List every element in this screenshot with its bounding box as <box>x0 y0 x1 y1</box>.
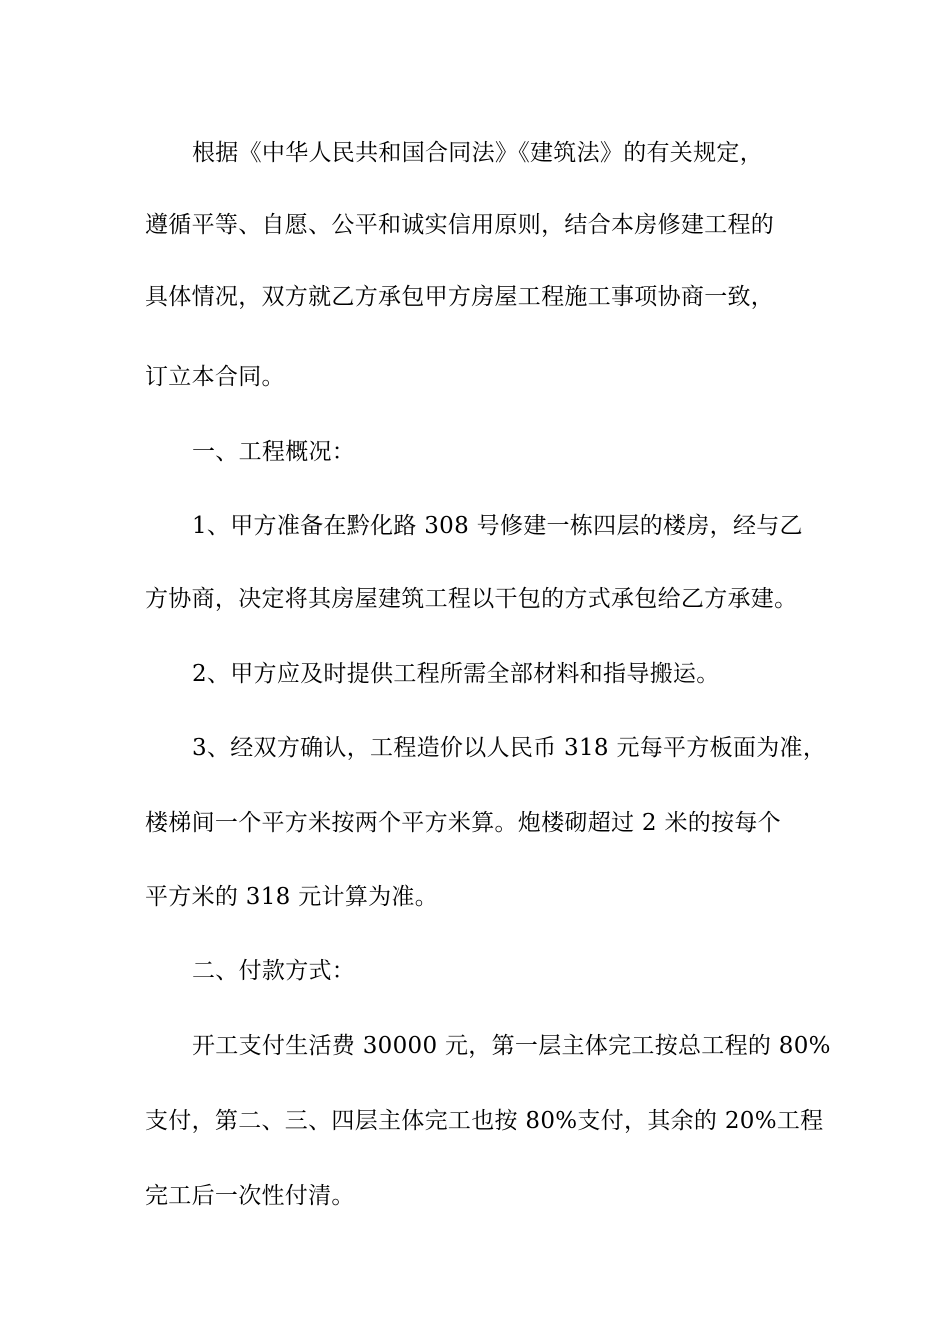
text-line: 楼梯间一个平方米按两个平方米算。炮楼砌超过 2 米的按每个 <box>145 810 781 836</box>
text-line: 开工支付生活费 30000 元，第一层主体完工按总工程的 80% <box>192 1033 831 1059</box>
section-heading: 二、付款方式： <box>192 958 356 984</box>
text-line: 订立本合同。 <box>145 364 285 390</box>
text-line: 遵循平等、自愿、公平和诚实信用原则，结合本房修建工程的 <box>145 212 775 238</box>
text-line: 2、甲方应及时提供工程所需全部材料和指导搬运。 <box>192 661 720 687</box>
text-line: 方协商，决定将其房屋建筑工程以干包的方式承包给乙方承建。 <box>145 586 798 612</box>
text-line: 根据《中华人民共和国合同法》《建筑法》的有关规定， <box>192 140 763 166</box>
text-line: 具体情况，双方就乙方承包甲方房屋工程施工事项协商一致， <box>145 284 775 310</box>
text-line: 完工后一次性付清。 <box>145 1183 355 1209</box>
section-heading: 一、工程概况： <box>192 439 356 465</box>
text-line: 3、经双方确认，工程造价以人民币 318 元每平方板面为准， <box>192 735 827 761</box>
text-line: 1、甲方准备在黔化路 308 号修建一栋四层的楼房，经与乙 <box>192 513 803 539</box>
text-line: 平方米的 318 元计算为准。 <box>145 884 439 910</box>
text-line: 支付，第二、三、四层主体完工也按 80%支付，其余的 20%工程 <box>145 1108 824 1134</box>
